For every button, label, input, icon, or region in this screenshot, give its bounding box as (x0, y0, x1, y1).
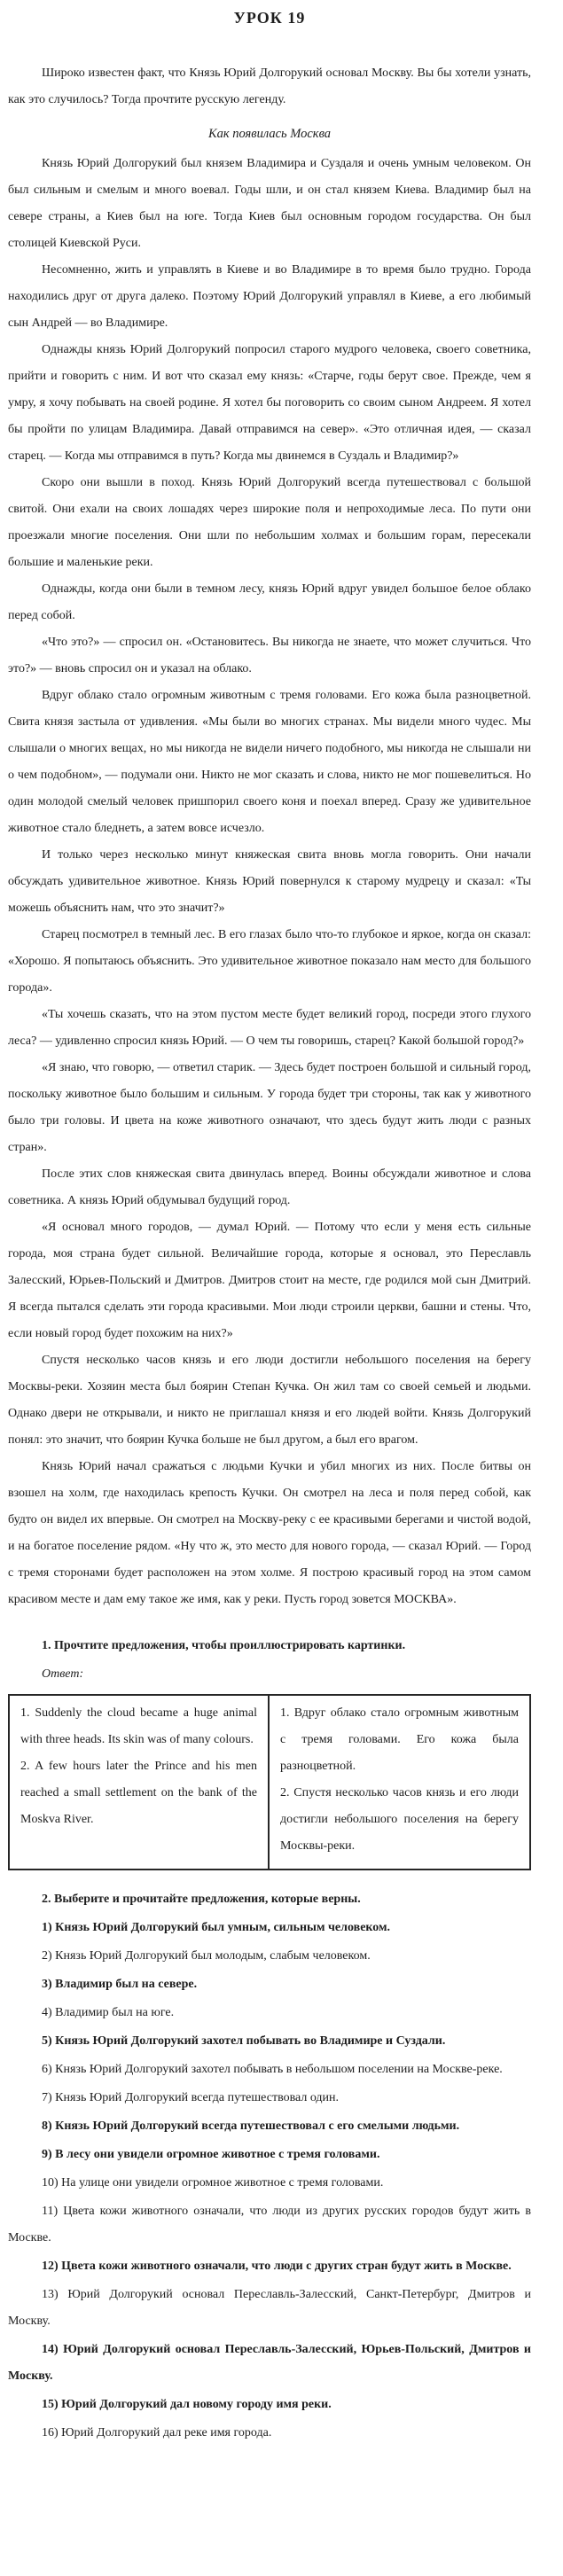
exercise2-item: 15) Юрий Долгорукий дал новому городу имя реки. (42, 2398, 332, 2411)
story-paragraph: Князь Юрий Долгорукий был князем Владимира и Суздаля и очень умным человеком. Он был сильным и смелым и много воевал. Годы шли, и он стал князем Киева. Владимир был на севере страны, а Киев был на юге. Тогда Киев был основным городом государства. Он был столицей Киевской Руси. (8, 157, 531, 250)
story-paragraph: Спустя несколько часов князь и его люди достигли небольшого поселения на берегу Москвы-реки. Хозяин места был боярин Степан Кучка. Он жил там со своей семьей и людьми. Однако двери не открывали, и никто не приглашал князя и его людей войти. Князь Долгорукий понял: это значит, что боярин Кучка больше не был другом, а был его врагом. (8, 1354, 531, 1447)
exercise2-item: 1) Князь Юрий Долгорукий был умным, сильным человеком. (42, 1921, 391, 1934)
exercise2-item: 8) Князь Юрий Долгорукий всегда путешествовал с его смелыми людьми. (42, 2119, 460, 2133)
exercise2-heading: 2. Выберите и прочитайте предложения, которые верны. (42, 1893, 361, 1906)
exercise2-item: 7) Князь Юрий Долгорукий всегда путешествовал один. (42, 2091, 340, 2104)
table-column-russian (270, 1696, 529, 1869)
exercise2-item: 9) В лесу они увидели огромное животное с тремя головами. (42, 2148, 380, 2161)
exercise2-item: 16) Юрий Долгорукий дал реке имя города. (42, 2426, 272, 2439)
story-paragraph: «Ты хочешь сказать, что на этом пустом месте будет великий город, посреди этого глухого леса? — удивленно спросил князь Юрий. — О чем ты говоришь, старец? Какой большой город?» (8, 1008, 531, 1048)
exercise2-item: 11) Цвета кожи животного означали, что люди из других русских городов будут жить в Москве. (8, 2205, 531, 2244)
story-paragraph: Несомненно, жить и управлять в Киеве и во Владимире в то время было трудно. Города находились друг от друга далеко. Поэтому Юрий Долгорукий управлял в Киеве, а его любимый сын Андрей — во Владимире. (8, 263, 531, 330)
answer-label: Ответ: (42, 1667, 84, 1681)
exercise2-list (8, 1915, 531, 2447)
table-cell-russian: 2. Спустя несколько часов князь и его люди достигли небольшого поселения на берегу Москвы-реки. (280, 1786, 519, 1853)
story-paragraph: Однажды, когда они были в темном лесу, князь Юрий вдруг увидел большое белое облако перед собой. (8, 582, 531, 622)
translation-table (8, 1694, 531, 1870)
intro-paragraph: Широко известен факт, что Князь Юрий Долгорукий основал Москву. Вы бы хотели узнать, как это случилось? Тогда прочтите русскую легенду. (8, 66, 531, 106)
page-title: УРОК 19 (233, 9, 306, 27)
exercise2-item: 4) Владимир был на юге. (42, 2006, 175, 2019)
story-paragraph: И только через несколько минут княжеская свита вновь могла говорить. Они начали обсуждать удивительное животное. Князь Юрий повернулся к старому мудрецу и сказал: «Ты можешь объяснить нам, что это значит?» (8, 848, 531, 915)
story-heading: Как появилась Москва (207, 127, 332, 141)
table-cell-russian: 1. Вдруг облако стало огромным животным с тремя головами. Его кожа была разноцветной. (280, 1706, 519, 1773)
table-cell-english: 2. A few hours later the Prince and his men reached a small settlement on the bank of the Moskva River. (20, 1760, 257, 1826)
story-paragraph: После этих слов княжеская свита двинулась вперед. Воины обсуждали животное и слова советника. А князь Юрий обдумывал будущий город. (8, 1167, 531, 1207)
exercise2-item: 10) На улице они увидели огромное животное с тремя головами. (42, 2176, 384, 2190)
story-paragraph: Вдруг облако стало огромным животным с тремя головами. Его кожа была разноцветной. Свита князя застыла от удивления. «Мы были во многих странах. Мы видели много чудес. Мы слышали о многих вещах, но мы никогда не видели ничего подобного, мы никогда не слышали ни о чем подобном», — подумали они. Никто не мог сказать и слова, никто не мог пошевелиться. Но один молодой смелый человек пришпорил своего коня и поехал вперед. Сразу же удивительное животное стало бледнеть, а затем вовсе исчезло. (8, 689, 531, 835)
exercise2-item: 14) Юрий Долгорукий основал Переславль-Залесский, Юрьев-Польский, Дмитров и Москву. (8, 2343, 531, 2383)
story-paragraph: Скоро они вышли в поход. Князь Юрий Долгорукий всегда путешествовал с большой свитой. Они ехали на своих лошадях через широкие поля и непроходимые леса. По пути они проезжали многие поселения. Они шли по небольшим холмах и большим горам, пересекали большие и маленькие реки. (8, 476, 531, 569)
story-paragraph: Старец посмотрел в темный лес. В его глазах было что-то глубокое и яркое, когда он сказал: «Хорошо. Я попытаюсь объяснить. Это удивительное животное показало нам место для большого города». (8, 928, 531, 995)
story-paragraph: «Что это?» — спросил он. «Остановитесь. Вы никогда не знаете, что может случиться. Что это?» — вновь спросил он и указал на облако. (8, 636, 531, 675)
exercise1-heading: 1. Прочтите предложения, чтобы проиллюстрировать картинки. (42, 1639, 406, 1652)
story-paragraph: «Я знаю, что говорю, — ответил старик. — Здесь будет построен большой и сильный город, поскольку животное было большим и сильным. У города будет три стороны, так как у животного было три головы. И цвета на коже животного означают, что здесь будут жить люди с разных стран». (8, 1061, 531, 1154)
table-column-english (10, 1696, 270, 1869)
exercise2-item: 12) Цвета кожи животного означали, что люди с других стран будут жить в Москве. (42, 2260, 512, 2273)
story-text (8, 151, 531, 1613)
exercise2-item: 13) Юрий Долгорукий основал Переславль-Залесский, Санкт-Петербург, Дмитров и Москву. (8, 2288, 531, 2328)
story-paragraph: Однажды князь Юрий Долгорукий попросил старого мудрого человека, своего советника, прийти и говорить с ним. И вот что сказал ему князь: «Старче, годы берут свое. Прежде, чем я умру, я хочу побывать на своей родине. Я хотел бы поговорить со своим сыном Андреем. Я хотел бы пройти по улицам Владимира. Давай отправимся на север». «Это отличная идея, — сказал старец. — Когда мы отправимся в путь? Когда мы двинемся в Суздаль и Владимир?» (8, 343, 531, 463)
exercise2-item: 2) Князь Юрий Долгорукий был молодым, слабым человеком. (42, 1949, 371, 1963)
story-paragraph: Князь Юрий начал сражаться с людьми Кучки и убил многих из них. После битвы он взошел на холм, где находилась крепость Кучки. Он смотрел на леса и поля перед собой, как будто он видел их впервые. Он смотрел на Москву-реку с ее красивыми берегами и чистой водой, и на богатое поселение рядом. «Ну что ж, это место для нового города, — сказал Юрий. — Город с тремя сторонами будет расположен на этом холме. Я построю красивый город на этом самом красивом месте и дам ему такое же имя, как у реки. Пусть город зовется МОСКВА». (8, 1460, 531, 1606)
exercise2-item: 5) Князь Юрий Долгорукий захотел побывать во Владимире и Суздали. (42, 2034, 446, 2048)
exercise2-item: 6) Князь Юрий Долгорукий захотел побывать в небольшом поселении на Москве-реке. (42, 2063, 503, 2076)
table-cell-english: 1. Suddenly the cloud became a huge animal with three heads. Its skin was of many colours. (20, 1706, 257, 1746)
exercise2-item: 3) Владимир был на севере. (42, 1978, 198, 1991)
story-paragraph: «Я основал много городов, — думал Юрий. — Потому что если у меня есть сильные города, моя страна будет сильной. Величайшие города, которые я основал, это Переславль Залесский, Юрьев-Польский и Дмитров. Дмитров стоит на месте, где родился мой сын Дмитрий. Я всегда пытался сделать эти города красивыми. Мои люди строили церкви, башни и стены. Что, если новый город будет похожим на них?» (8, 1221, 531, 1340)
